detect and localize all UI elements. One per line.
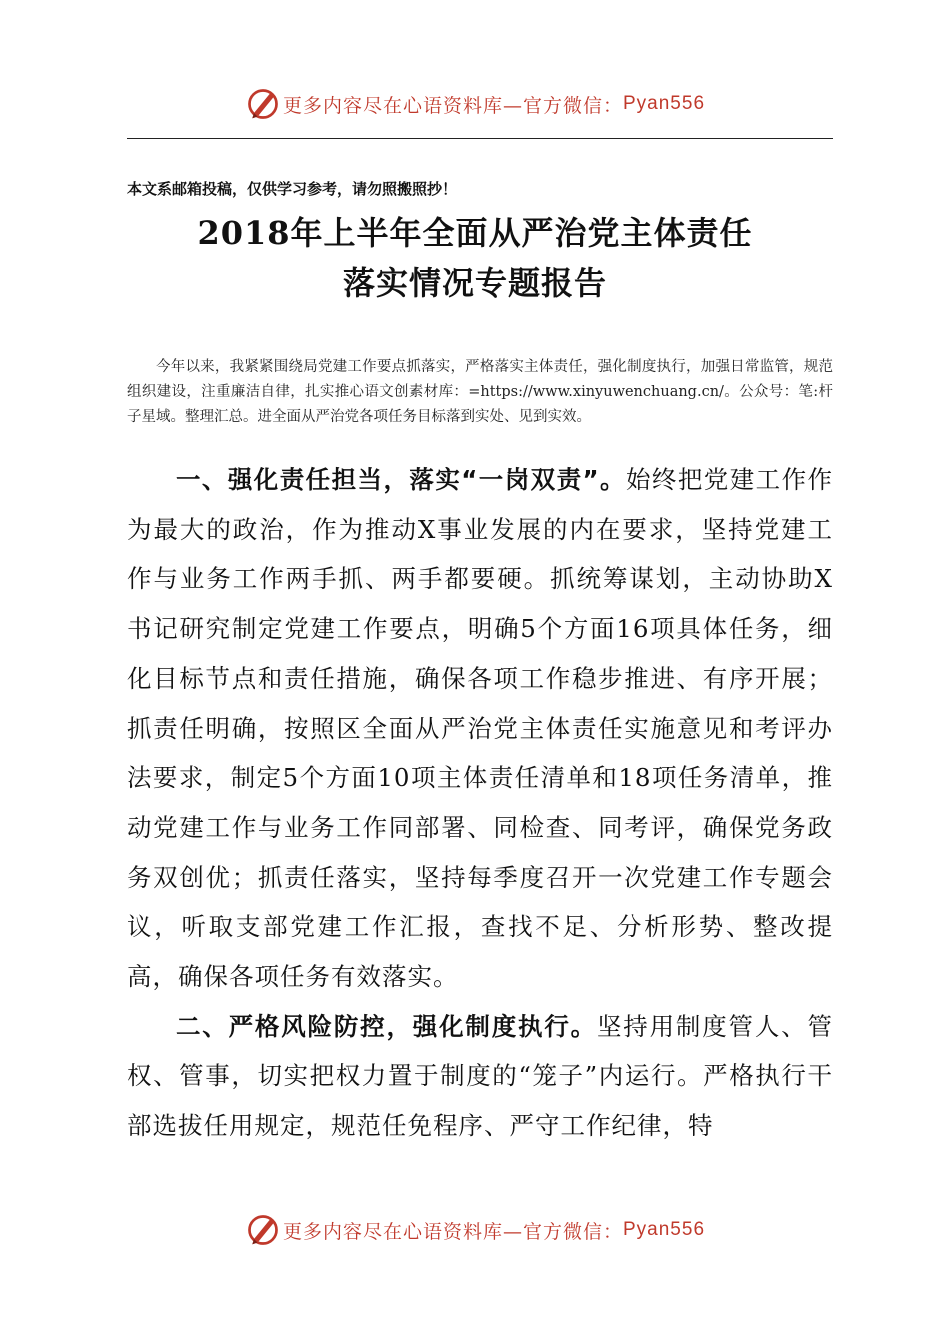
document-body — [127, 455, 833, 1151]
footer-banner — [0, 1210, 950, 1250]
notice-text: 本文系邮箱投稿，仅供学习参考，请勿照搬照抄！ — [127, 180, 458, 198]
pen-logo-icon — [245, 86, 281, 122]
banner-text: 更多内容尽在心语资料库—官方微信： — [282, 1220, 623, 1243]
section-paragraph-1 — [127, 455, 833, 1002]
section-text: 始终把党建工作作为最大的政治，作为推动X事业发展的内在要求，坚持党建工作与业务工作两手抓、两手都要硬。抓统筹谋划，主动协助X书记研究制定党建工作要点，明确5个方面16项具体任务，细化目标节点和责任措施，确保各项工作稳步推进、有序开展；抓责任明确，按照区全面从严治党主体责任实施意见和考评办法要求，制定5个方面10项主体责任清单和18项任务清单，推动党建工作与业务工作同部署、同检查、同考评，确保党务政务双创优；抓责任落实，坚持每季度召开一次党建工作专题会议，听取支部党建工作汇报，查找不足、分析形势、整改提高，确保各项任务有效落实。 — [127, 465, 834, 992]
pen-logo-icon — [245, 1212, 281, 1248]
banner-handle: Pyan556 — [623, 1219, 706, 1240]
section-paragraph-2 — [127, 1002, 833, 1151]
section-text: 坚持用制度管人、管权、管事，切实把权力置于制度的“笼子”内运行。严格执行干部选拔任用规定，规范任免程序、严守工作纪律，特 — [127, 1011, 833, 1141]
document-title-line1: 2018年上半年全面从严治党主体责任 — [197, 214, 753, 252]
intro-paragraph: 今年以来，我紧紧围绕局党建工作要点抓落实，严格落实主体责任，强化制度执行，加强日常监管，规范组织建设，注重廉洁自律，扎实推心语文创素材库：=https://www.xinyuwenchuang.cn/。公众号：笔:杆子星域。整理汇总。进全面从严治党各项任务目标落到实处、见到实效。 — [127, 359, 833, 425]
header-banner — [0, 84, 950, 124]
banner-handle: Pyan556 — [623, 93, 706, 114]
document-title-line2: 落实情况专题报告 — [342, 264, 607, 302]
section-heading: 一、强化责任担当，落实“一岗双责”。 — [176, 465, 626, 494]
banner-text: 更多内容尽在心语资料库—官方微信： — [282, 94, 623, 117]
section-heading: 二、严格风险防控，强化制度执行。 — [176, 1011, 597, 1041]
header-divider — [127, 138, 833, 139]
